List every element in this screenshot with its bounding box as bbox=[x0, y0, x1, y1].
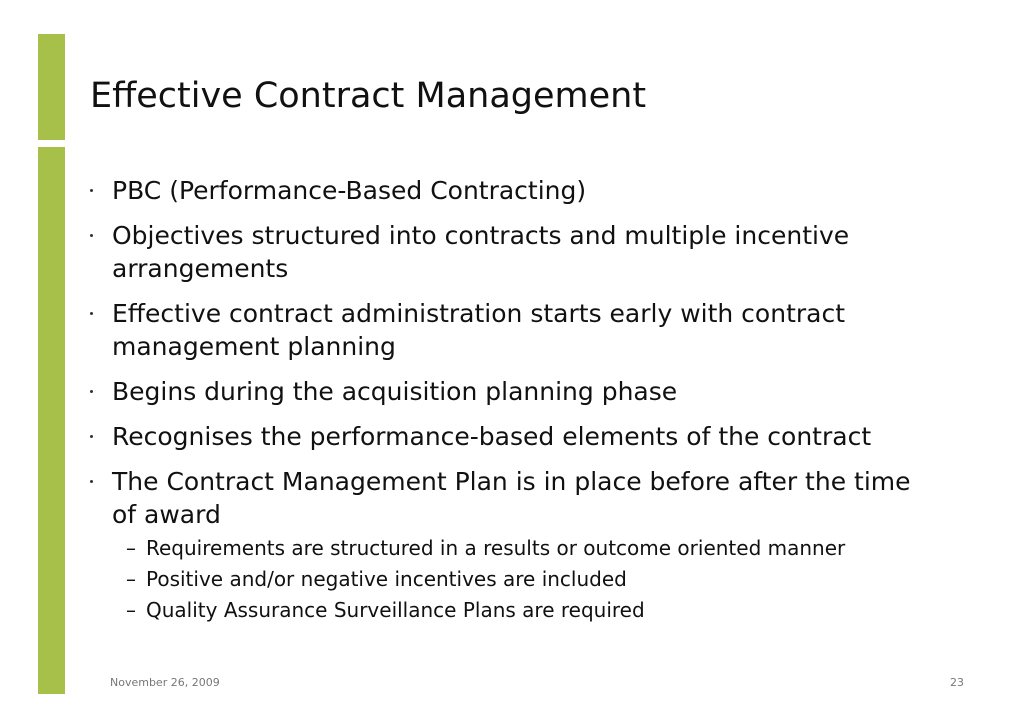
bullet-dot-icon bbox=[90, 189, 93, 192]
bullet-item bbox=[90, 174, 930, 207]
sub-bullet-text: Positive and/or negative incentives are included bbox=[146, 567, 627, 591]
bullet-item bbox=[90, 465, 930, 626]
sub-bullet-list bbox=[112, 533, 930, 626]
bullet-item bbox=[90, 219, 930, 285]
dash-icon: – bbox=[126, 567, 136, 591]
accent-bar-bottom bbox=[38, 147, 65, 694]
bullet-item bbox=[90, 297, 930, 363]
dash-icon: – bbox=[126, 598, 136, 622]
bullet-text: Effective contract administration starts early with contract management planning bbox=[112, 299, 846, 361]
bullet-text: Begins during the acquisition planning phase bbox=[112, 377, 678, 406]
bullet-text: Objectives structured into contracts and multiple incentive arrangements bbox=[112, 221, 850, 283]
sub-bullet-text: Requirements are structured in a results or outcome oriented manner bbox=[146, 536, 846, 560]
accent-bar-top bbox=[38, 34, 65, 140]
dash-icon: – bbox=[126, 536, 136, 560]
bullet-dot-icon bbox=[90, 480, 93, 483]
sub-bullet-text: Quality Assurance Surveillance Plans are required bbox=[146, 598, 645, 622]
bullet-text: Recognises the performance-based elements of the contract bbox=[112, 422, 872, 451]
bullet-dot-icon bbox=[90, 390, 93, 393]
bullet-text: PBC (Performance-Based Contracting) bbox=[112, 176, 587, 205]
bullet-list bbox=[90, 174, 930, 638]
sub-bullet-item bbox=[112, 564, 930, 595]
bullet-dot-icon bbox=[90, 234, 93, 237]
bullet-text: The Contract Management Plan is in place before after the time of award bbox=[112, 467, 911, 529]
bullet-item bbox=[90, 420, 930, 453]
bullet-item bbox=[90, 375, 930, 408]
bullet-dot-icon bbox=[90, 435, 93, 438]
footer-date: November 26, 2009 bbox=[110, 676, 220, 689]
page-number: 23 bbox=[950, 676, 964, 689]
sub-bullet-item bbox=[112, 533, 930, 564]
bullet-dot-icon bbox=[90, 312, 93, 315]
slide-title: Effective Contract Management bbox=[90, 76, 647, 116]
sub-bullet-item bbox=[112, 595, 930, 626]
